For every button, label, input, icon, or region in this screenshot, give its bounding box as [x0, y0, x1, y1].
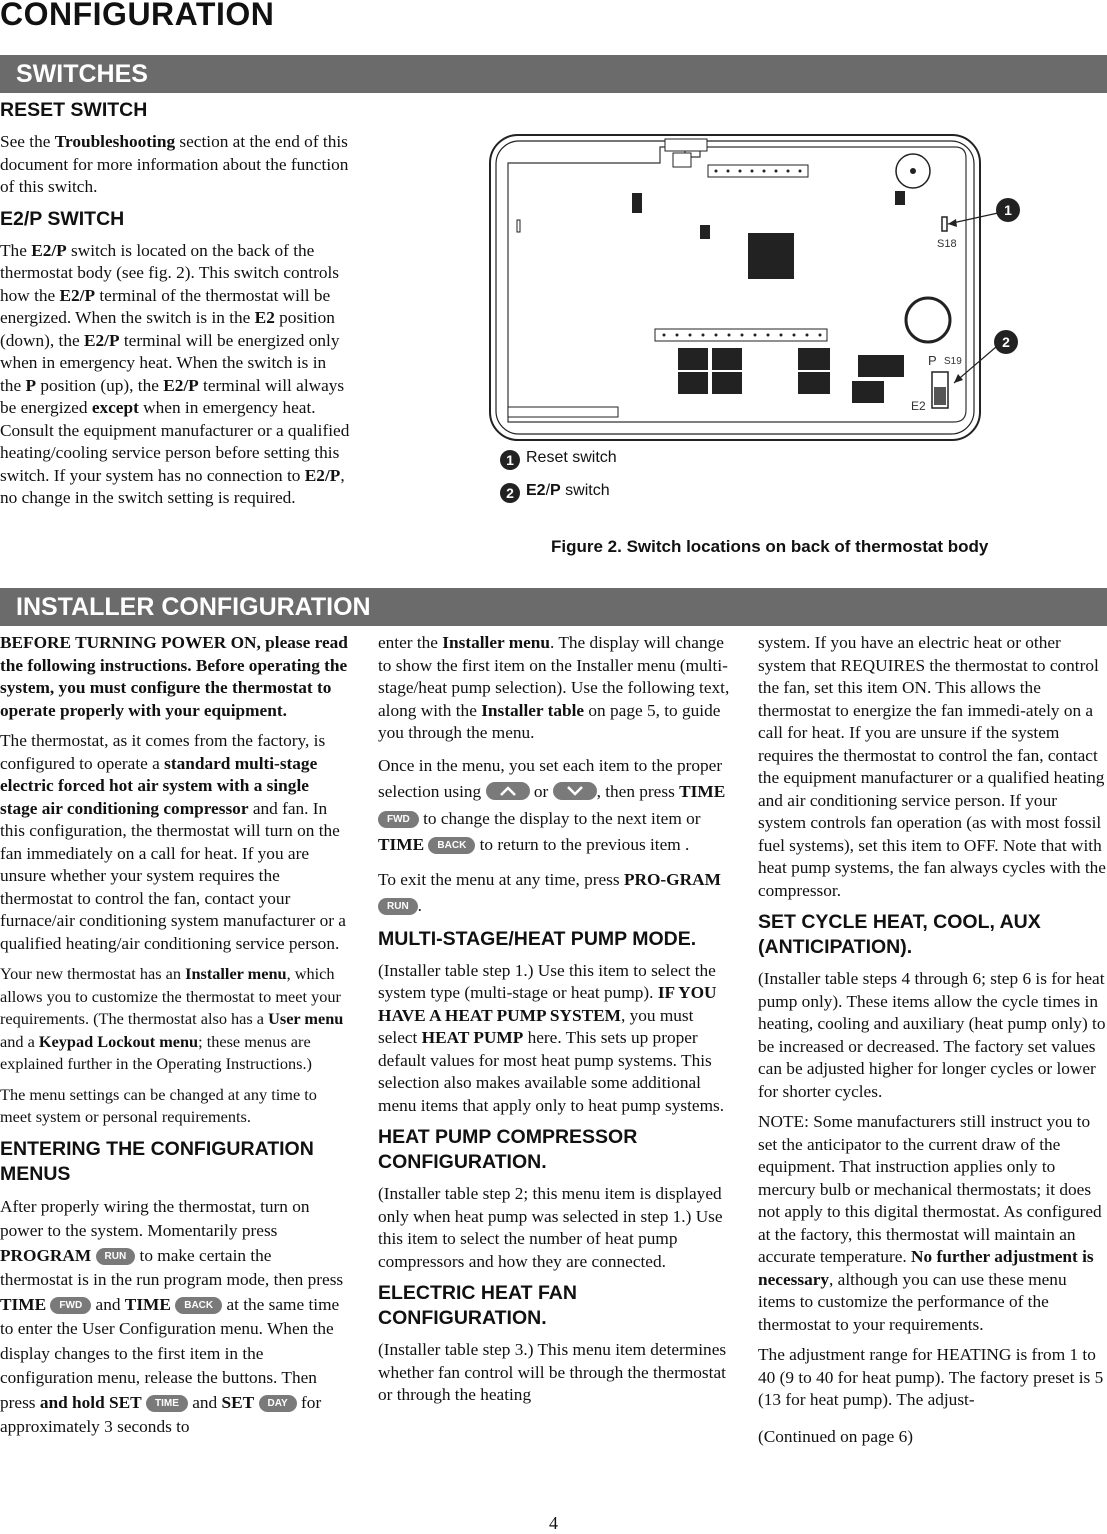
- run-key-icon: RUN: [378, 898, 418, 915]
- run-key-icon: RUN: [96, 1248, 136, 1265]
- entering-config-heading: ENTERING THE CONFIGURATION MENUS: [0, 1137, 314, 1185]
- enter-installer-paragraph: enter the Installer menu. The display will change to show the first item on the Installer menu (multi-stage/heat pump selection). Use the following text, along with the Installer table on page 5, to guide you through the menu.: [378, 633, 730, 742]
- up-arrow-key-icon: [486, 782, 530, 800]
- entering-config-paragraph: After properly wiring the thermostat, turn on power to the system. Momentarily press PROGRAM RUN to make certain the thermostat is in the run program mode, then press TIME FWD and TIME BACK at the same time to enter the User Configuration menu. When the display changes to the first item in the configuration menu, release the buttons. Then press and hold SET TIME and SET DAY for approximately 3 seconds to: [0, 1196, 344, 1436]
- reset-switch-text: See the Troubleshooting section at the end of this document for more information about the function of this switch.: [0, 132, 349, 196]
- e2p-switch-heading: E2/P SWITCH: [0, 207, 125, 230]
- electric-heat-fan-heading: ELECTRIC HEAT FAN CONFIGURATION.: [378, 1282, 577, 1329]
- fwd-key-icon: FWD: [378, 811, 419, 828]
- e2-label: E2: [911, 399, 926, 413]
- s18-label: S18: [937, 238, 957, 250]
- installer-column-1: [0, 632, 348, 1448]
- switches-section-bar: SWITCHES: [0, 55, 1107, 93]
- back-key-icon: BACK: [175, 1297, 222, 1314]
- electric-heat-fan-paragraph: (Installer table step 3.) This menu item determines whether fan control will be through the thermostat or through the heating: [378, 1340, 727, 1404]
- menu-navigation-paragraph: Once in the menu, you set each item to the proper selection using or , then press TIME FWD to change the display to the next item or TIME BACK to return to the previous item .: [378, 755, 726, 854]
- fwd-key-icon: FWD: [50, 1297, 91, 1314]
- switches-text-column: [0, 98, 350, 518]
- legend-e2p-switch: 2 E2/P switch: [500, 482, 610, 503]
- e2p-switch-text: The E2/P switch is located on the back of the thermostat body (see fig. 2). This switch controls how the E2/P terminal of the thermostat will be energized. When the switch is in the E2 position (down), the E2/P terminal will be energized only when in emergency heat. When the switch is in the P position (up), the E2/P terminal will always be energized except when in emergency heat. Consult the equipment manufacturer or a qualified heating/cooling service person before setting this switch. If your system has no connection to E2/P, no change in the switch setting is required.: [0, 240, 350, 507]
- reset-switch-heading: RESET SWITCH: [0, 99, 148, 121]
- cycle-paragraph: (Installer table steps 4 through 6; step 6 is for heat pump only). These items allow the cycle times in heating, cooling and auxiliary (heat pump only) to be increased or decreased. The factory set values can be adjusted higher for longer cycles or lower for shorter cycles.: [758, 969, 1106, 1101]
- page-number: 4: [549, 1513, 558, 1533]
- installer-column-3: [758, 632, 1107, 1456]
- compressor-config-paragraph: (Installer table step 2; this menu item is displayed only when heat pump was selected in step 1.) Use this item to select the number of heat pump compressors and how they are connected.: [378, 1184, 723, 1271]
- fan-control-paragraph: system. If you have an electric heat or other system that REQUIRES the thermostat to control the fan, set this item ON. This allows the thermostat to energize the fan immedi-ately on a call for heat. If you are unsure if the system requires the thermostat to control the fan, contact the equipment manufacturer or a qualified heating and air conditioning service person. If your system controls fan operation (as with most fossil fuel systems), set this item to OFF. Note that with heat pump systems, the fan always cycles with the compressor.: [758, 633, 1106, 900]
- page-title: CONFIGURATION: [0, 0, 275, 32]
- compressor-config-heading: HEAT PUMP COMPRESSOR CONFIGURATION.: [378, 1126, 638, 1173]
- exit-menu-paragraph: To exit the menu at any time, press PRO-GRAM RUN .: [378, 869, 721, 915]
- legend-reset-switch: 1 Reset switch: [500, 449, 617, 470]
- intro-warning: BEFORE TURNING POWER ON, please read the following instructions. Before operating the system, you must configure the thermostat to operate properly with your equipment.: [0, 633, 348, 720]
- anticipator-note-paragraph: NOTE: Some manufacturers still instruct you to set the anticipator to the current draw of the equipment. That instruction applies only to mercury bulb or mechanical thermostats; it does not apply to this digital thermostat. As configured at the factory, this thermostat will maintain an accurate temperature. No further adjustment is necessary, although you can use these menu items to customize the performance of the thermostat to your requirements.: [758, 1112, 1102, 1334]
- installer-menu-paragraph: Your new thermostat has an Installer menu, which allows you to customize the thermostat to meet your requirements. (The thermostat also has a User menu and a Keypad Lockout menu; these menus are explained further in the Operating Instructions.): [0, 964, 344, 1073]
- adjustment-range-paragraph: The adjustment range for HEATING is from 1 to 40 (9 to 40 for heat pump). The factory preset is 5 (13 for heat pump). The adjust-: [758, 1345, 1104, 1409]
- continued-note: (Continued on page 6): [758, 1426, 914, 1446]
- callout-1: 1: [1004, 202, 1012, 218]
- installer-section-bar: INSTALLER CONFIGURATION: [0, 588, 1107, 626]
- day-key-icon: DAY: [259, 1395, 297, 1412]
- menu-settings-paragraph: The menu settings can be changed at any time to meet system or personal requirements.: [0, 1084, 317, 1126]
- multistage-heading: MULTI-STAGE/HEAT PUMP MODE.: [378, 927, 697, 950]
- multistage-paragraph: (Installer table step 1.) Use this item to select the system type (multi-stage or heat pump). IF YOU HAVE A HEAT PUMP SYSTEM, you must select HEAT PUMP here. This sets up proper default values for most heat pump systems. This selection also makes available some additional menu items that apply only to heat pump systems.: [378, 960, 725, 1115]
- p-label: P: [928, 353, 937, 368]
- down-arrow-key-icon: [553, 782, 597, 800]
- cycle-anticipation-heading: SET CYCLE HEAT, COOL, AUX (ANTICIPATION).: [758, 911, 1041, 958]
- figure-caption: Figure 2. Switch locations on back of thermostat body: [551, 537, 989, 556]
- thermostat-back-figure: [480, 125, 1040, 455]
- time-key-icon: TIME: [146, 1395, 188, 1412]
- callout-2: 2: [1002, 334, 1010, 350]
- factory-config-paragraph: The thermostat, as it comes from the factory, is configured to operate a standard multi-stage electric forced hot air system with a single stage air conditioning compressor and fan. In this configuration, the thermostat will turn on the fan immediately on a call for heat. If you are unsure whether your system requires the thermostat to control the fan, contact your furnace/air conditioning system manufacturer or a qualified heating/air conditioning service person.: [0, 731, 346, 953]
- s19-label: S19: [944, 356, 962, 367]
- installer-column-2: [378, 632, 730, 1415]
- back-key-icon: BACK: [428, 837, 475, 854]
